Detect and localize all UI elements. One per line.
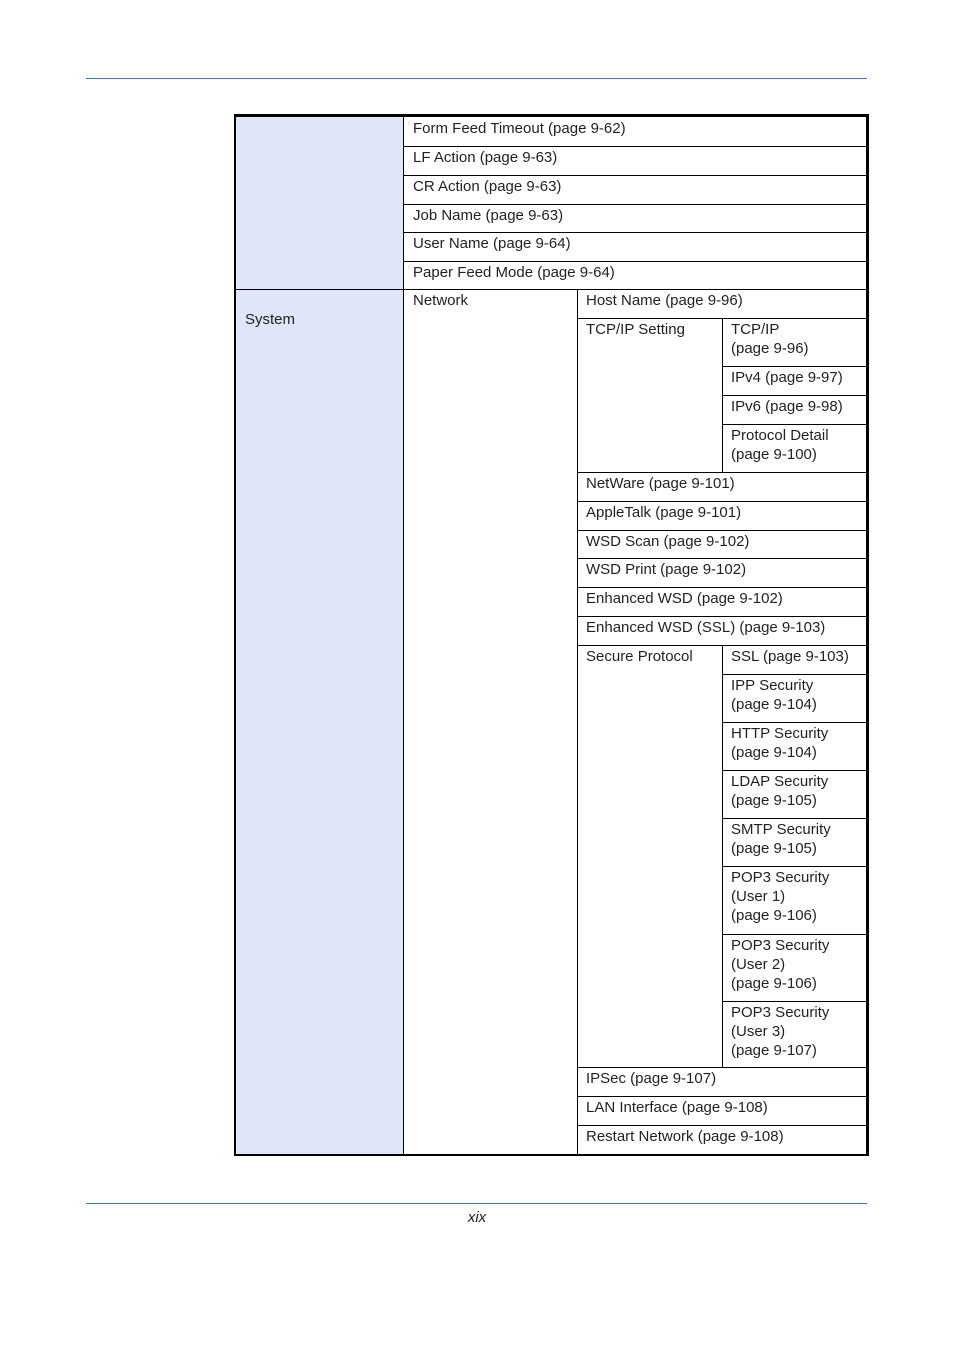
grid-line xyxy=(403,117,404,1154)
grid-line xyxy=(722,395,866,396)
grid-line xyxy=(722,366,866,367)
table-row: IPv4 (page 9-97) xyxy=(731,369,843,386)
grid-line xyxy=(577,645,866,646)
grid-line xyxy=(577,501,866,502)
category-cell-system xyxy=(236,289,403,1154)
grid-line xyxy=(722,674,866,675)
grid-line xyxy=(577,1096,866,1097)
table-row: Restart Network (page 9-108) xyxy=(586,1128,784,1145)
table-row: WSD Print (page 9-102) xyxy=(586,561,747,578)
grid-line xyxy=(577,616,866,617)
grid-line xyxy=(577,472,866,473)
grid-line xyxy=(577,318,866,319)
grid-line xyxy=(722,818,866,819)
table-row: WSD Scan (page 9-102) xyxy=(586,533,750,550)
table-row: HTTP Security (page 9-104) xyxy=(731,725,829,761)
table-row: NetWare (page 9-101) xyxy=(586,475,735,492)
grid-line xyxy=(404,261,866,262)
menu-map-table xyxy=(234,114,869,1156)
grid-line xyxy=(722,934,866,935)
table-row: SMTP Security (page 9-105) xyxy=(731,821,831,857)
table-row: POP3 Security (User 2) (page 9-106) xyxy=(731,937,830,992)
table-row: LAN Interface (page 9-108) xyxy=(586,1099,768,1116)
table-row: SSL (page 9-103) xyxy=(731,648,849,665)
grid-line xyxy=(404,175,866,176)
table-row: Protocol Detail (page 9-100) xyxy=(731,427,829,463)
table-row: Enhanced WSD (page 9-102) xyxy=(586,590,783,607)
table-row: TCP/IP (page 9-96) xyxy=(731,321,809,357)
category-cell-blank xyxy=(236,117,403,289)
grid-line xyxy=(577,1125,866,1126)
table-row: IPSec (page 9-107) xyxy=(586,1070,717,1087)
grid-line xyxy=(404,204,866,205)
grid-line xyxy=(722,1001,866,1002)
grid-line xyxy=(577,289,578,1154)
table-row: LF Action (page 9-63) xyxy=(413,149,558,166)
table-row: AppleTalk (page 9-101) xyxy=(586,504,742,521)
table-row: CR Action (page 9-63) xyxy=(413,178,562,195)
grid-line xyxy=(404,146,866,147)
table-row: Job Name (page 9-63) xyxy=(413,207,564,224)
grid-line xyxy=(577,1067,866,1068)
table-row: Enhanced WSD (SSL) (page 9-103) xyxy=(586,619,826,636)
tcpip-setting-label: TCP/IP Setting xyxy=(586,321,685,338)
category-label-system: System xyxy=(245,311,296,328)
table-row: Paper Feed Mode (page 9-64) xyxy=(413,264,615,281)
table-row: IPP Security (page 9-104) xyxy=(731,677,817,713)
secure-protocol-label: Secure Protocol xyxy=(586,648,693,665)
grid-line xyxy=(722,424,866,425)
table-row: User Name (page 9-64) xyxy=(413,235,571,252)
header-rule xyxy=(86,78,867,79)
table-row: POP3 Security (User 3) (page 9-107) xyxy=(731,1004,830,1059)
grid-line xyxy=(577,558,866,559)
grid-line xyxy=(236,289,866,290)
page-number: xix xyxy=(467,1209,487,1226)
table-row: IPv6 (page 9-98) xyxy=(731,398,843,415)
table-row: POP3 Security (User 1) (page 9-106) xyxy=(731,869,830,924)
table-row: Form Feed Timeout (page 9-62) xyxy=(413,120,626,137)
grid-line xyxy=(722,866,866,867)
grid-line xyxy=(404,232,866,233)
grid-line xyxy=(722,645,723,1067)
table-row: Host Name (page 9-96) xyxy=(586,292,743,309)
footer-rule xyxy=(86,1203,867,1204)
grid-line xyxy=(577,587,866,588)
grid-line xyxy=(722,722,866,723)
grid-line xyxy=(577,530,866,531)
table-row: LDAP Security (page 9-105) xyxy=(731,773,829,809)
grid-line xyxy=(722,770,866,771)
network-label: Network xyxy=(413,292,469,309)
